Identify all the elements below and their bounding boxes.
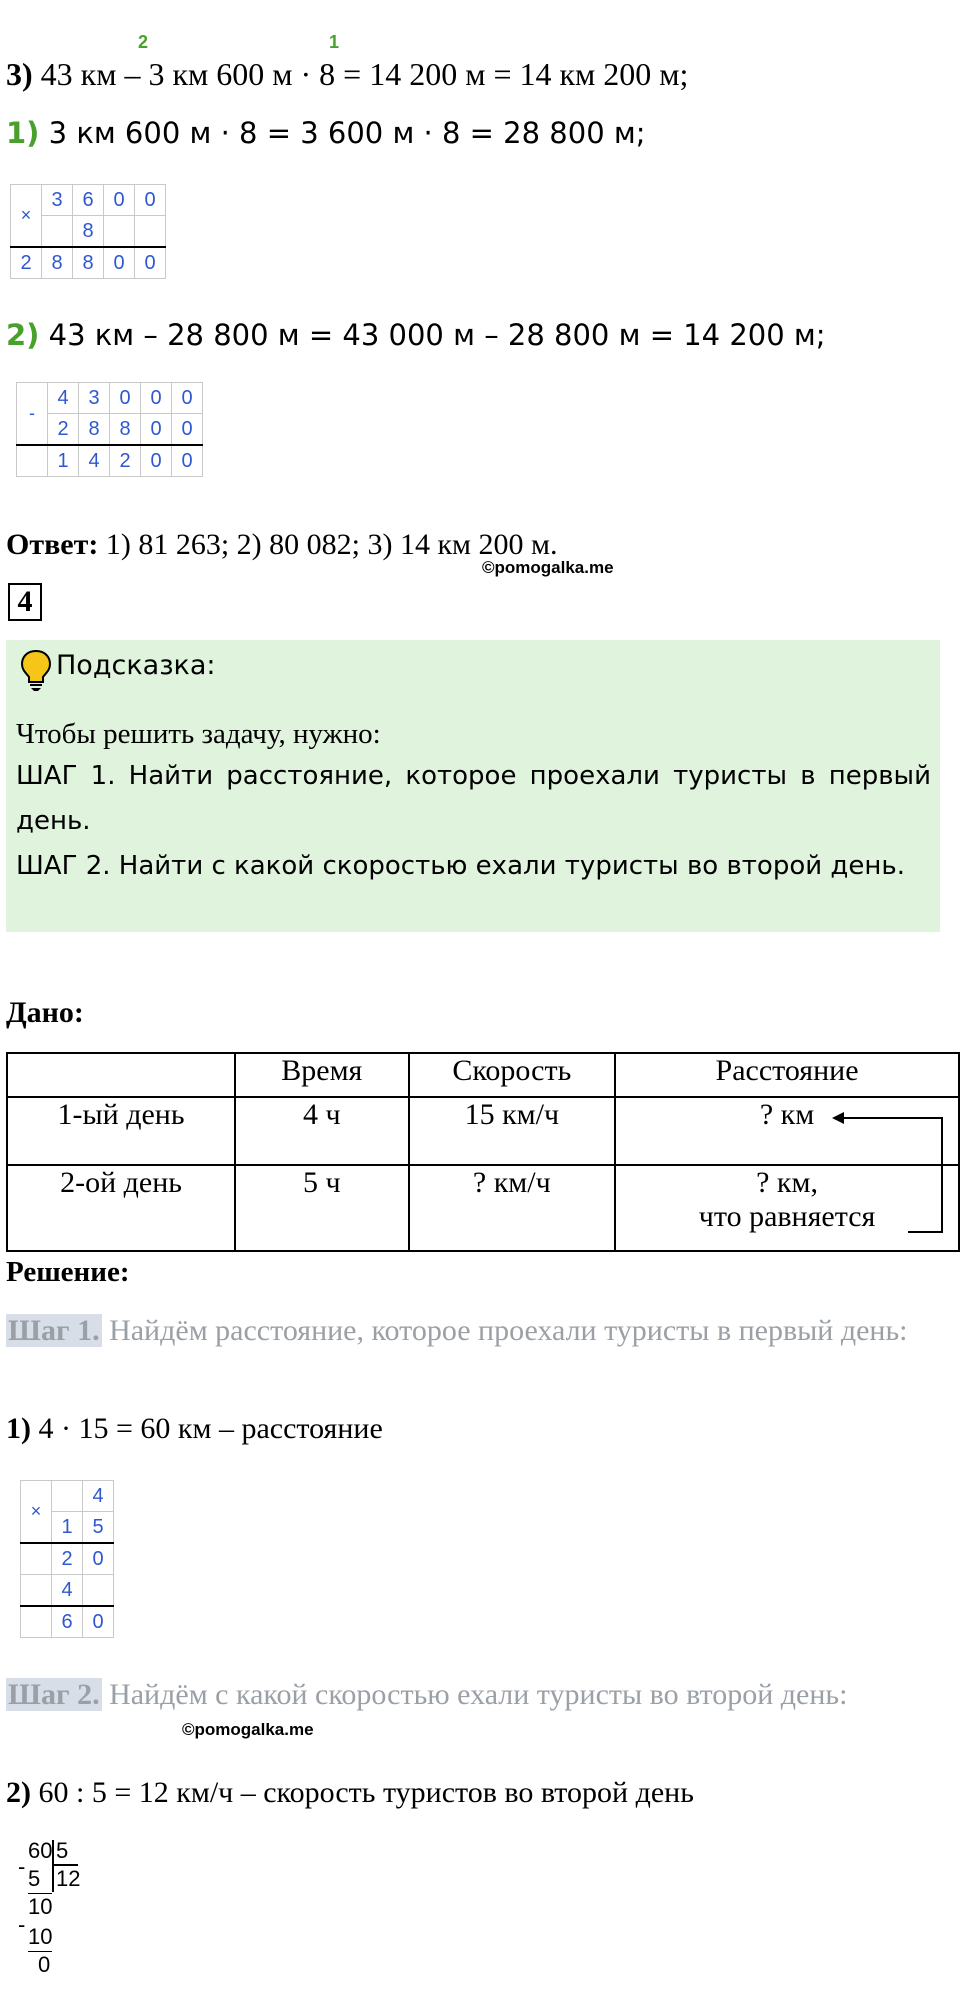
relation-arrow — [820, 1105, 950, 1245]
grid-cell: 0 — [104, 185, 135, 216]
grid-cell: 5 — [83, 1512, 114, 1544]
grid-cell: 4 — [48, 383, 79, 414]
solution-step2-text: Найдём с какой скоростью ехали туристы во второй день: — [101, 1678, 848, 1711]
solution-calc1 — [6, 1412, 383, 1446]
grid-cell: 8 — [73, 247, 104, 279]
grid-cell: 2 — [48, 414, 79, 446]
grid-cell: 0 — [172, 383, 203, 414]
grid-cell: 3 — [42, 185, 73, 216]
grid-cell: 0 — [172, 445, 203, 477]
calc2-expression: 60 : 5 = 12 км/ч – скорость туристов во второй день — [31, 1776, 694, 1809]
given-cell: ? км — [615, 1097, 959, 1165]
given-note: что равняется — [698, 1200, 876, 1233]
watermark-2: ©pomogalka.me — [182, 1720, 314, 1739]
grid-cell-empty — [17, 445, 48, 477]
given-header-row — [7, 1053, 959, 1097]
grid-cell: 6 — [52, 1606, 83, 1638]
lightbulb-icon — [18, 648, 54, 692]
calc2-label: 2) — [6, 1776, 31, 1809]
grid-cell: 0 — [141, 383, 172, 414]
calc1-label: 1) — [6, 1412, 31, 1445]
division-minus-2: - — [18, 1912, 26, 1937]
hint-box — [6, 640, 940, 932]
grid-cell — [104, 216, 135, 248]
division-divisor: 5 — [56, 1838, 69, 1863]
division-minus-1: - — [18, 1854, 26, 1879]
division-remainder-1: 10 — [28, 1894, 53, 1919]
given-header-cell: Расстояние — [615, 1053, 959, 1097]
grid-cell: 4 — [83, 1481, 114, 1512]
hint-step2-label: ШАГ 2. — [16, 851, 111, 881]
borrow-mark-1: 1 — [329, 32, 340, 52]
mult-operator: × — [11, 185, 42, 248]
grid-cell: 8 — [79, 414, 110, 446]
grid-cell — [135, 216, 166, 248]
grid-cell — [42, 216, 73, 248]
given-cell: 1-ый день — [7, 1097, 235, 1165]
division-subtrahend-2: 10 — [28, 1924, 53, 1949]
grid-cell: 8 — [110, 414, 141, 446]
grid-cell: 8 — [42, 247, 73, 279]
mult-operator: × — [21, 1481, 52, 1544]
multiplication-grid-1 — [10, 184, 166, 279]
solution-step1 — [6, 1310, 958, 1352]
grid-cell-empty — [21, 1575, 52, 1607]
grid-cell: 4 — [52, 1575, 83, 1607]
grid-cell: 4 — [79, 445, 110, 477]
given-cell: 4 ч — [235, 1097, 409, 1165]
hint-intro: Чтобы решить задачу, нужно: — [16, 718, 381, 750]
grid-cell: 0 — [141, 445, 172, 477]
grid-cell: 8 — [73, 216, 104, 248]
solution-step2-label: Шаг 2. — [8, 1678, 100, 1711]
answer-label: Ответ: — [6, 528, 99, 561]
hint-step1-label: ШАГ 1. — [16, 761, 116, 791]
division-dividend: 60 — [28, 1838, 53, 1863]
division-bar — [52, 1840, 54, 1892]
given-header-cell: Скорость — [409, 1053, 616, 1097]
line2-label: 2) — [6, 318, 40, 352]
line2-expression: 43 км – 28 800 м = 43 000 м – 28 800 м = 14 200 м; — [39, 318, 826, 352]
hint-step2 — [16, 844, 931, 889]
answer-text: 1) 81 263; 2) 80 082; 3) 14 км 200 м. — [98, 528, 558, 561]
grid-cell: 1 — [48, 445, 79, 477]
grid-cell-empty — [21, 1606, 52, 1638]
grid-cell: 3 — [79, 383, 110, 414]
multiplication-grid-2 — [20, 1480, 114, 1638]
subtraction-grid — [16, 382, 203, 477]
given-cell-value: ? км, — [756, 1166, 818, 1199]
hint-step1 — [16, 754, 931, 844]
given-row-day2 — [7, 1165, 959, 1251]
grid-cell: 2 — [110, 445, 141, 477]
grid-cell: 0 — [135, 247, 166, 279]
calc1-expression: 4 · 15 = 60 км – расстояние — [31, 1412, 383, 1445]
line3-expression: 43 км – 3 км 600 м · 8 = 14 200 м = 14 км 200 м; — [32, 56, 689, 92]
given-cell: 5 ч — [235, 1165, 409, 1251]
long-division — [18, 1838, 138, 1988]
solution-step2 — [6, 1674, 958, 1716]
hint-step2-text: Найти с какой скоростью ехали туристы во второй день. — [110, 851, 905, 881]
given-cell: 15 км/ч — [409, 1097, 616, 1165]
given-header-cell — [7, 1053, 235, 1097]
line3-label: 3) — [6, 56, 33, 92]
grid-cell: 2 — [52, 1543, 83, 1575]
grid-cell: 0 — [110, 383, 141, 414]
answer-line — [6, 528, 558, 562]
grid-cell-empty — [21, 1543, 52, 1575]
grid-cell — [52, 1481, 83, 1512]
line1-expression: 3 км 600 м · 8 = 3 600 м · 8 = 28 800 м; — [39, 116, 646, 150]
task-number: 4 — [8, 583, 42, 621]
given-label: Дано: — [6, 996, 84, 1029]
grid-cell: 1 — [52, 1512, 83, 1544]
grid-cell: 0 — [83, 1606, 114, 1638]
problem3-line1 — [6, 116, 646, 150]
grid-cell: 0 — [172, 414, 203, 446]
division-remainder-2: 0 — [38, 1952, 51, 1977]
solution-label: Решение: — [6, 1256, 130, 1288]
given-cell: ? км/ч — [409, 1165, 616, 1251]
solution-calc2 — [6, 1776, 694, 1810]
grid-cell — [83, 1575, 114, 1607]
solution-step1-text: Найдём расстояние, которое проехали туристы в первый день: — [101, 1314, 908, 1347]
hint-title: Подсказка: — [56, 650, 216, 681]
line1-label: 1) — [6, 116, 40, 150]
division-quotient: 12 — [56, 1866, 81, 1891]
given-cell: 2-ой день — [7, 1165, 235, 1251]
given-row-day1 — [7, 1097, 959, 1165]
hint-step1-text: Найти расстояние, которое проехали туристы в первый день. — [16, 761, 931, 836]
sub-operator: - — [17, 383, 48, 446]
grid-cell: 0 — [141, 414, 172, 446]
borrow-mark-2: 2 — [138, 32, 149, 52]
grid-cell: 0 — [135, 185, 166, 216]
problem3-line2 — [6, 318, 826, 352]
grid-cell: 2 — [11, 247, 42, 279]
given-table — [6, 1052, 960, 1252]
solution-step1-label: Шаг 1. — [8, 1314, 100, 1347]
grid-cell: 0 — [83, 1543, 114, 1575]
division-subtrahend-1: 5 — [28, 1866, 41, 1891]
grid-cell: 0 — [104, 247, 135, 279]
problem3-line3 — [6, 56, 688, 93]
given-header-cell: Время — [235, 1053, 409, 1097]
watermark-1: ©pomogalka.me — [482, 558, 614, 577]
grid-cell: 6 — [73, 185, 104, 216]
